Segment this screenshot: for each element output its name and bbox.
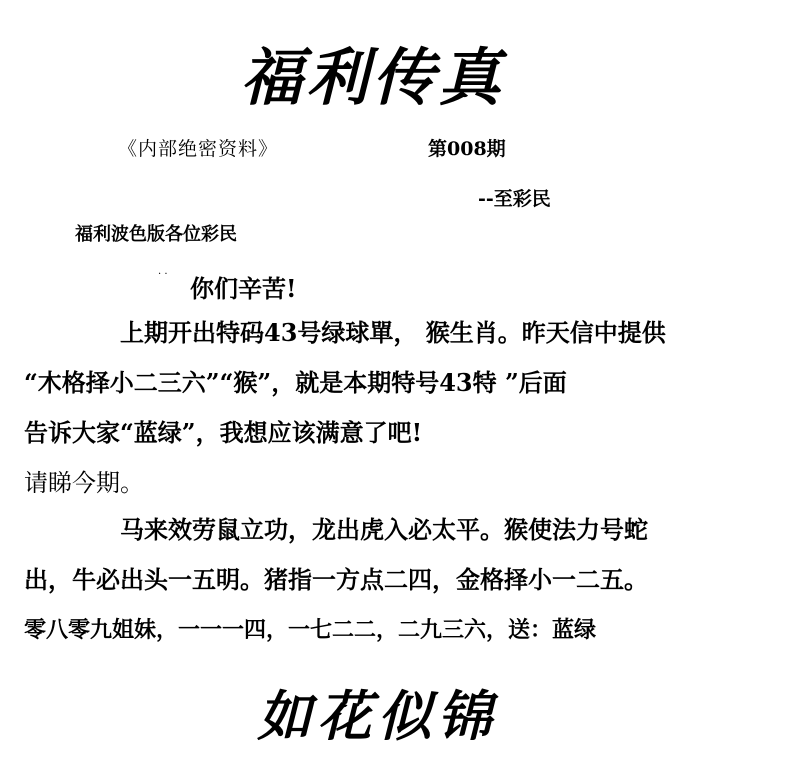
body-line-3: “木格择小二三六”“猴”，就是本期特号43特 ”后面 xyxy=(24,368,567,397)
footer-slogan: 如花似锦 xyxy=(257,684,498,748)
body-line-4: 告诉大家“蓝绿”，我想应该满意了吧! xyxy=(24,418,423,447)
document-subtitle: 《内部绝密资料》 xyxy=(118,138,279,160)
body-line-8: 零八零九姐妹，一一一四，一七二二，二九三六，送：蓝绿 xyxy=(24,617,597,643)
body-line-6: 马来效劳鼠立功，龙出虎入必太平。猴使法力号蛇 xyxy=(120,515,648,544)
body-line-1: 你们辛苦! xyxy=(190,274,297,303)
author-signature: --至彩民 xyxy=(478,188,551,210)
body-line-2: 上期开出特码43号绿球單， 猴生肖。昨天信中提供 xyxy=(120,318,666,347)
decorative-dots: . . xyxy=(158,266,168,277)
issue-number: 第008期 xyxy=(428,138,506,160)
page-title: 福利传真 xyxy=(240,41,505,114)
greeting-line: 福利波色版各位彩民 xyxy=(75,224,237,245)
body-line-5: 请睇今期。 xyxy=(24,469,144,497)
body-line-7: 出，牛必出头一五明。猪指一方点二四，金格择小一二五。 xyxy=(24,565,648,594)
